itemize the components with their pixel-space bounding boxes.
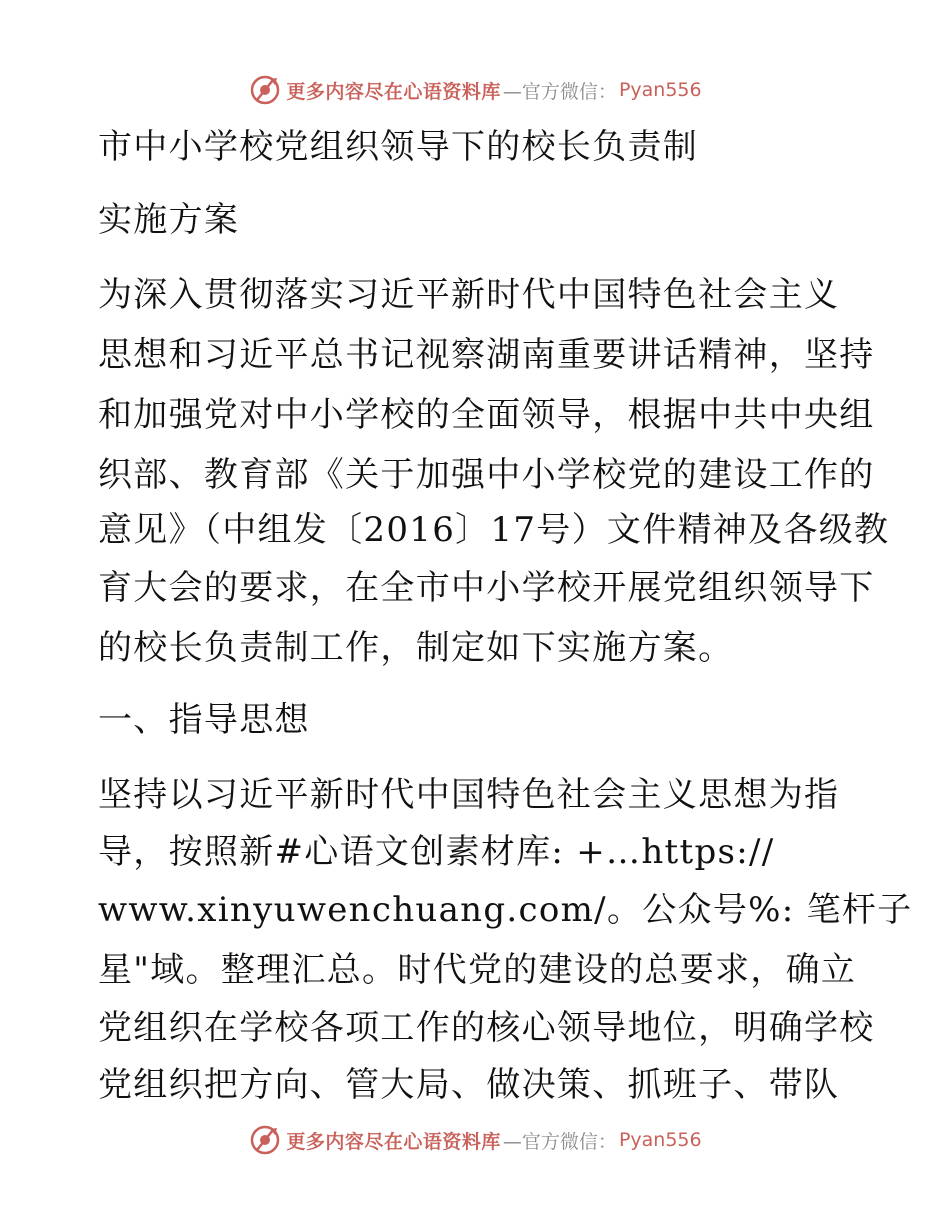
paragraph-line: www.xinyuwenchuang.com/。公众号%: 笔杆子 [98,890,913,930]
paragraph-line: 星"域。整理汇总。时代党的建设的总要求，确立 [98,950,857,990]
paragraph-line: 思想和习近平总书记视察湖南重要讲话精神，坚持 [98,335,875,375]
paragraph-line: 的校长负责制工作，制定如下实施方案。 [98,628,734,668]
paragraph-line: 党组织把方向、管大局、做决策、抓班子、带队 [98,1065,840,1105]
footer-watermark [0,1120,950,1160]
watermark-main-text: 更多内容尽在心语资料库 [286,1130,501,1153]
quill-logo-icon [248,1123,282,1157]
paragraph-line: 党组织在学校各项工作的核心领导地位，明确学校 [98,1008,875,1048]
watermark-id-text: Pyan556 [618,1129,702,1151]
paragraph-line: 为深入贯彻落实习近平新时代中国特色社会主义 [98,275,840,315]
doc-title-line-1: 市中小学校党组织领导下的校长负责制 [98,127,699,167]
paragraph-line: 和加强党对中小学校的全面领导，根据中共中央组 [98,395,875,435]
watermark-sub-text: —官方微信： [502,80,617,103]
paragraph-line: 育大会的要求，在全市中小学校开展党组织领导下 [98,568,875,608]
header-watermark [0,70,950,110]
watermark-sub-text: —官方微信： [502,1130,617,1153]
paragraph-line: 织部、教育部《关于加强中小学校党的建设工作的 [98,455,875,495]
paragraph-line: 导，按照新#心语文创素材库: +…https:// [98,832,775,872]
paragraph-line: 意见》（中组发〔2016〕17号）文件精神及各级教 [98,510,890,550]
quill-logo-icon [248,73,282,107]
watermark-id-text: Pyan556 [618,79,702,101]
section-heading: 一、指导思想 [98,700,310,740]
doc-title-line-2: 实施方案 [98,200,240,240]
watermark-main-text: 更多内容尽在心语资料库 [286,80,501,103]
paragraph-line: 坚持以习近平新时代中国特色社会主义思想为指 [98,775,840,815]
